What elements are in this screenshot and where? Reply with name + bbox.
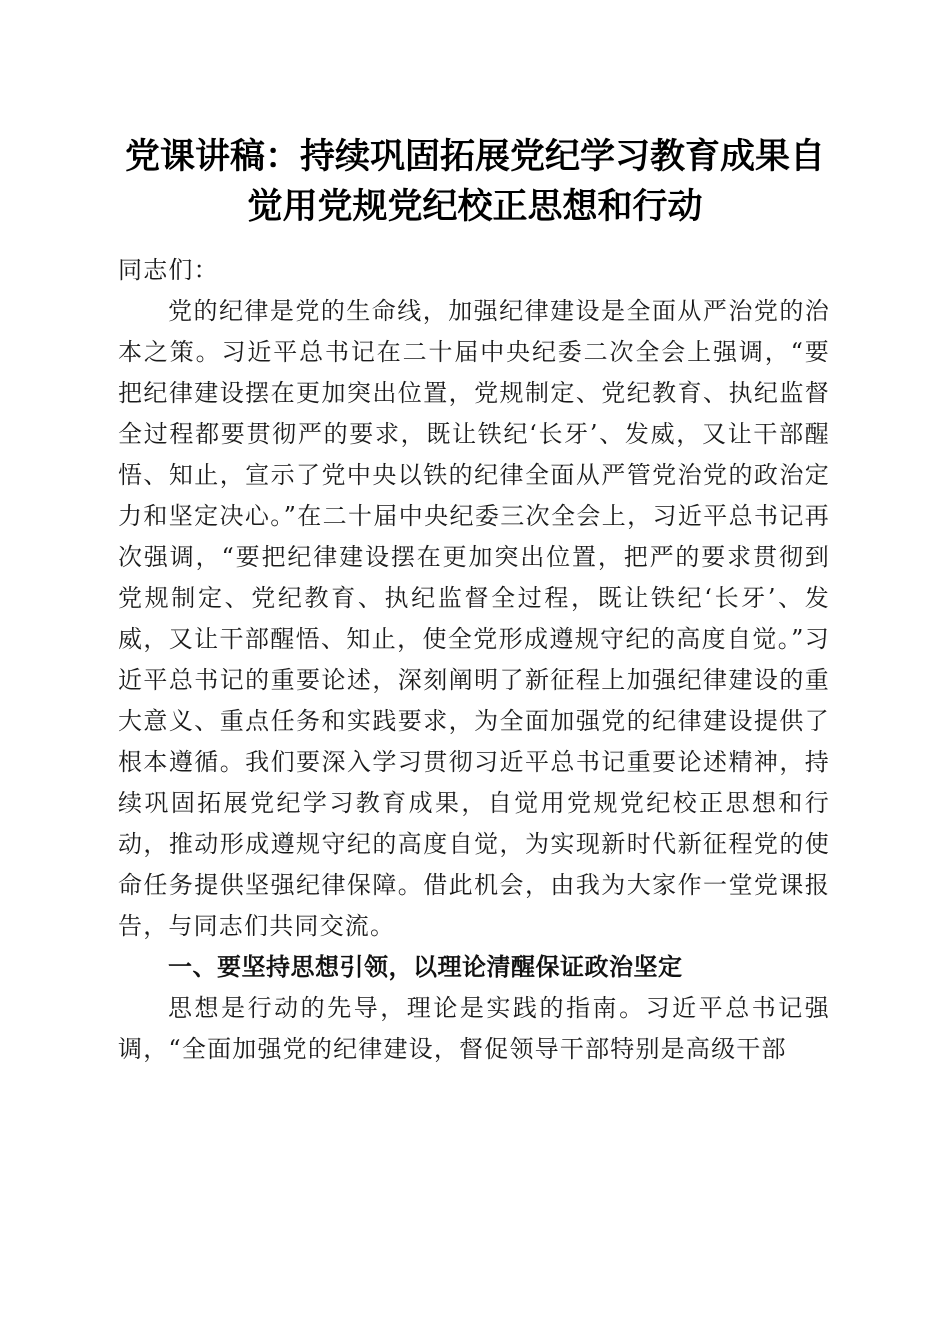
salutation: 同志们： — [118, 256, 219, 284]
document-title — [110, 132, 840, 232]
section-heading-1: 一、要坚持思想引领，以理论清醒保证政治坚定 — [168, 953, 683, 981]
document-body — [118, 250, 830, 1070]
title-line-1: 党课讲稿：持续巩固拓展党纪学习教育成果自 — [124, 136, 825, 177]
title-line-2: 觉用党规党纪校正思想和行动 — [247, 186, 703, 227]
paragraph-section-1: 思想是行动的先导，理论是实践的指南。习近平总书记强调，“全面加强党的纪律建设，督促领导干部特别是高级干部 — [118, 994, 830, 1063]
paragraph-intro: 党的纪律是党的生命线，加强纪律建设是全面从严治党的治本之策。习近平总书记在二十届中央纪委二次全会上强调，“要把纪律建设摆在更加突出位置，党规制定、党纪教育、执纪监督全过程都要贯彻严的要求，既让铁纪‘长牙’、发威，又让干部醒悟、知止，宣示了党中央以铁的纪律全面从严管党治党的政治定力和坚定决心。”在二十届中央纪委三次全会上，习近平总书记再次强调，“要把纪律建设摆在更加突出位置，把严的要求贯彻到党规制定、党纪教育、执纪监督全过程，既让铁纪‘长牙’、发威，又让干部醒悟、知止，使全党形成遵规守纪的高度自觉。”习近平总书记的重要论述，深刻阐明了新征程上加强纪律建设的重大意义、重点任务和实践要求，为全面加强党的纪律建设提供了根本遵循。我们要深入学习贯彻习近平总书记重要论述精神，持续巩固拓展党纪学习教育成果，自觉用党规党纪校正思想和行动，推动形成遵规守纪的高度自觉，为实现新时代新征程党的使命任务提供坚强纪律保障。借此机会，由我为大家作一堂党课报告，与同志们共同交流。 — [118, 297, 830, 940]
